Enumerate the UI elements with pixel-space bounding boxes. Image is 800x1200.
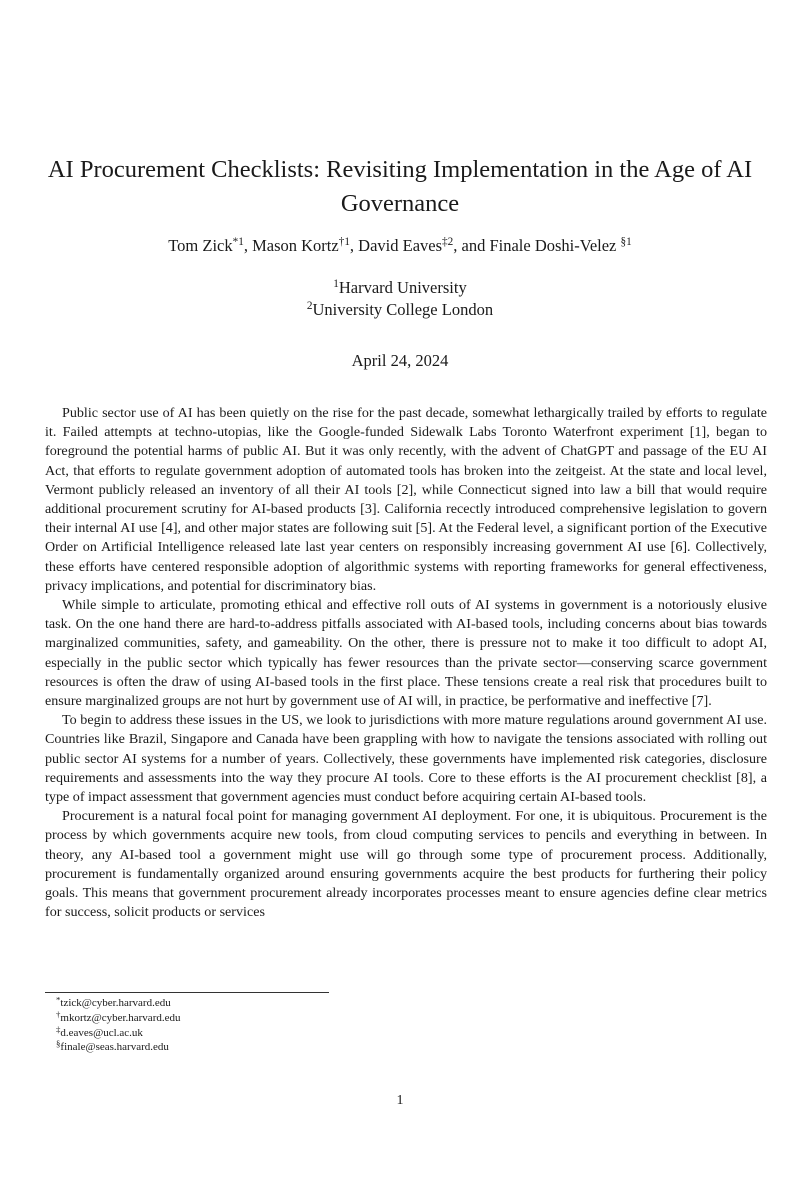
affiliation-marker: 2 [306,299,313,312]
footnote-mark: ‡ [56,1024,61,1035]
footnote-email: tzick@cyber.harvard.edu [60,997,171,1009]
footnote-email: mkortz@cyber.harvard.edu [60,1011,181,1024]
body-paragraph: While simple to articulate, promoting ethical and effective roll outs of AI systems in government is a notoriously elusive task. On the one hand there are hard-to-address pitfalls associated with AI-based tools, including concerns about bias towards marginalized communities, safety, and gameability. On the other, there is pressure not to make it too difficult to adopt AI, especially in the public sector which typically has fewer resources than the private sector—conserving scarce government resources is often the draw of using AI-based tools in the first place. These tensions create a real risk that procedures built to ensure marginalized groups are not hurt by government use of AI will, in practice, be performative and ineffective [7]. [45,597,767,710]
footnote-mark: † [56,1009,61,1020]
author [358,236,489,255]
footnote-list [56,996,181,1055]
footnote [56,1011,181,1026]
author [489,236,631,255]
body-paragraph: Procurement is a natural focal point for managing government AI deployment. For one, it is ubiquitous. Procurement is the process by which governments acquire new tools, from cloud computing services to pencils and everything in between. In theory, any AI-based tool a government might use will go through some type of procurement process. Additionally, procurement is fundamentally organized around ensuring governments acquire the best products for furthering their policy goals. This means that government procurement already incorporates processes meant to ensure agencies define clear metrics for success, solicit products or services [45,808,767,921]
author [252,236,358,255]
author-name: Tom Zick [168,236,233,255]
author-marker: ‡2 [442,235,454,248]
body-paragraph: To begin to address these issues in the US, we look to jurisdictions with more mature regulations around government AI use. Countries like Brazil, Singapore and Canada have been grappling with how to navigate the tensions associated with rolling out public sector AI systems for a number of years. Collectively, these governments have implemented risk categories, disclosure requirements and assessments into the way they procure AI tools. Core to these efforts is the AI procurement checklist [8], a type of impact assessment that government agencies must conduct before acquiring certain AI-based tools. [45,712,767,806]
footnote-mark: * [56,994,61,1005]
author-marker: §1 [620,235,632,248]
footnote-divider [45,992,329,993]
affiliation [0,299,800,321]
affiliation [0,277,800,299]
author-name: David Eaves [358,236,443,255]
page-number: 1 [396,1093,404,1108]
footnote-mark: § [56,1038,61,1049]
author-separator: , [243,236,253,255]
author-marker: †1 [338,235,350,248]
author-separator: , [349,236,359,255]
body-text [45,404,767,922]
author [168,236,252,255]
paper-date: April 24, 2024 [351,351,449,370]
footnote [56,996,181,1011]
affiliation-name: University College London [312,300,494,319]
author-separator: , and [453,236,490,255]
author-name: Finale Doshi-Velez [489,236,621,255]
author-list [0,235,800,257]
footnote-email: d.eaves@ucl.ac.uk [60,1026,143,1039]
paper-title: AI Procurement Checklists: Revisiting Implementation in the Age of AI Governance [47,156,753,217]
affiliation-list [0,277,800,321]
footnote [56,1026,181,1041]
affiliation-name: Harvard University [338,278,467,297]
body-paragraph: Public sector use of AI has been quietly on the rise for the past decade, somewhat lethargically trailed by efforts to regulate it. Failed attempts at techno-utopias, like the Google-funded Sidewalk Labs Toronto Waterfront experiment [1], began to foreground the potential harms of public AI. But it was only recently, with the advent of ChatGPT and passage of the EU AI Act, that efforts to regulate government adoption of automated tools has broken into the zeitgeist. At the state and local level, Vermont publicly released an inventory of all their AI tools [2], while Connecticut signed into law a bill that would require additional procurement scrutiny for AI-based products [3]. California recectly introduced comprehensive legislation to govern their internal AI use [4], and other major states are following suit [5]. At the Federal level, a significant portion of the Executive Order on Artificial Intelligence released late last year centers on responsibly increasing government AI use [6]. Collectively, these efforts have centered responsible adoption of algorithmic systems with reporting frameworks for general effectiveness, privacy implications, and potential for discriminatory bias. [45,405,767,594]
footnote-email: finale@seas.harvard.edu [60,1041,169,1054]
author-name: Mason Kortz [252,236,339,255]
footnote [56,1040,181,1055]
affiliation-marker: 1 [333,277,339,290]
author-marker: *1 [232,235,244,248]
